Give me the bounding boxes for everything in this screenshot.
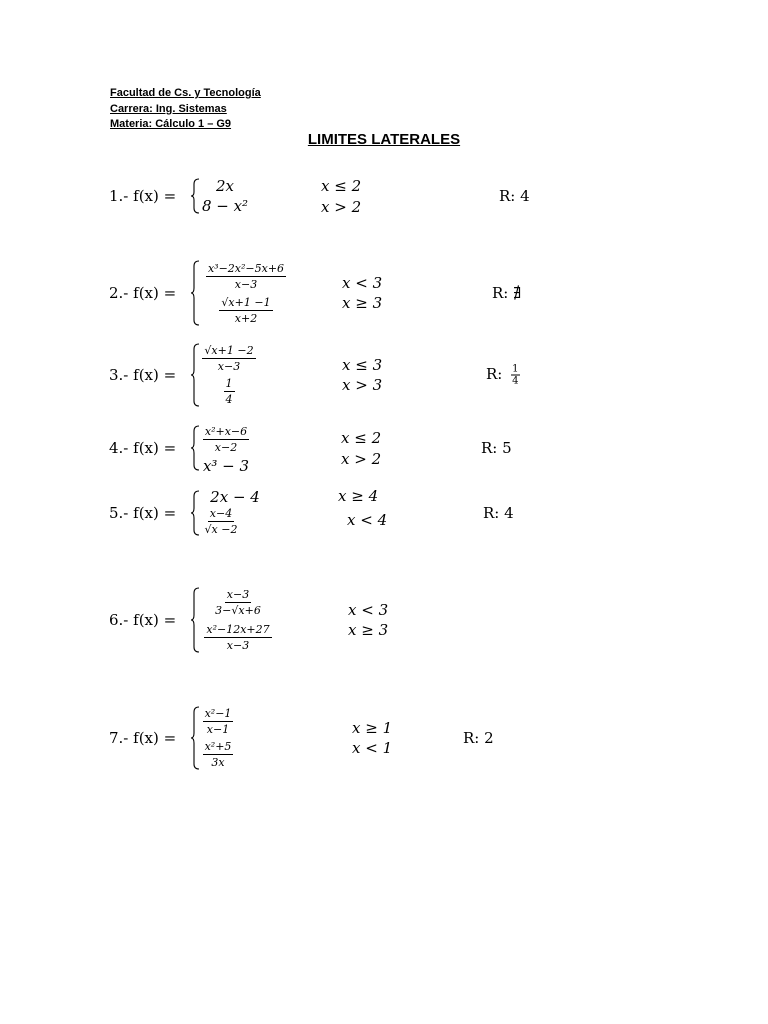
problem-prefix: 3.- f(x) = xyxy=(109,366,177,384)
denominator: x−2 xyxy=(214,440,238,454)
piece-2 xyxy=(198,196,252,216)
answer xyxy=(486,364,520,387)
answer: R: 2 xyxy=(463,729,494,747)
condition-1: x < 3 xyxy=(348,601,389,619)
piece-2 xyxy=(198,456,254,476)
answer: R: 4 xyxy=(483,504,514,522)
denominator: x−3 xyxy=(226,638,250,652)
piece-expression: 8 − x² xyxy=(201,197,249,215)
numerator: x²−1 xyxy=(204,707,232,720)
condition-1: x ≤ 2 xyxy=(321,177,362,195)
fraction xyxy=(219,296,272,325)
numerator: √x+1 −2 xyxy=(204,344,254,357)
numerator: x²+5 xyxy=(204,740,232,753)
answer-denominator: 4 xyxy=(512,375,519,387)
problem-prefix: 5.- f(x) = xyxy=(109,504,177,522)
denominator: x−3 xyxy=(234,277,258,291)
piece-1 xyxy=(198,586,278,618)
problem-prefix: 7.- f(x) = xyxy=(109,729,177,747)
condition-2: x ≥ 3 xyxy=(348,621,389,639)
answer: R: 5 xyxy=(481,439,512,457)
condition-1: x ≤ 3 xyxy=(342,356,383,374)
condition-1: x ≤ 2 xyxy=(341,429,382,447)
piece-2 xyxy=(198,376,260,407)
page-title: LIMITES LATERALES xyxy=(307,131,461,148)
answer-fraction xyxy=(511,364,519,387)
fraction xyxy=(203,740,234,769)
numerator: x²−12x+27 xyxy=(206,622,270,636)
fraction xyxy=(204,623,271,652)
numerator: √x+1 −1 xyxy=(221,295,271,309)
denominator: x+2 xyxy=(234,311,258,325)
piece-1 xyxy=(200,177,250,195)
fraction xyxy=(203,507,240,536)
fraction xyxy=(213,588,263,617)
condition-2: x ≥ 3 xyxy=(342,294,383,312)
faculty-line: Facultad de Cs. y Tecnología xyxy=(110,87,261,99)
subject-line: Materia: Cálculo 1 – G9 xyxy=(110,118,232,130)
condition-1: x ≥ 1 xyxy=(352,719,393,737)
piece-expression: x³ − 3 xyxy=(202,457,250,475)
numerator: x³−2x²−5x+6 xyxy=(207,261,285,275)
fraction xyxy=(224,377,235,406)
denominator: 3−√x+6 xyxy=(215,603,261,617)
problem-prefix: 1.- f(x) = xyxy=(109,187,177,205)
condition-2: x > 2 xyxy=(321,198,362,216)
condition-2: x < 4 xyxy=(347,511,388,529)
document-header xyxy=(110,86,261,133)
problem-prefix: 4.- f(x) = xyxy=(109,439,177,457)
piece-2 xyxy=(198,294,294,326)
career-line: Carrera: Ing. Sistemas xyxy=(110,102,227,115)
denominator: 3x xyxy=(211,756,225,769)
piece-2 xyxy=(198,739,238,770)
piece-2 xyxy=(198,505,244,537)
denominator: √x −2 xyxy=(204,522,238,536)
piece-2 xyxy=(198,621,278,653)
numerator: 1 xyxy=(225,377,233,390)
piece-1 xyxy=(198,343,260,374)
condition-2: x < 1 xyxy=(352,739,393,757)
fraction xyxy=(206,262,286,291)
answer: R: 4 xyxy=(499,187,530,205)
numerator: x−3 xyxy=(226,587,250,601)
piece-expression: 2x − 4 xyxy=(210,488,260,506)
piece-1 xyxy=(198,706,238,737)
problem-prefix: 2.- f(x) = xyxy=(109,284,177,302)
answer: R: ∄ xyxy=(492,284,522,302)
fraction xyxy=(203,707,234,736)
answer-label: R: xyxy=(486,365,503,383)
piece-expression: 2x xyxy=(215,177,234,195)
fraction xyxy=(202,344,255,373)
numerator: x−4 xyxy=(209,506,233,520)
condition-1: x ≥ 4 xyxy=(338,487,379,505)
numerator: x²+x−6 xyxy=(204,424,248,438)
condition-2: x > 3 xyxy=(342,376,383,394)
denominator: x−3 xyxy=(217,360,241,373)
problem-prefix: 6.- f(x) = xyxy=(109,611,177,629)
piece-1 xyxy=(198,487,272,507)
piece-1 xyxy=(198,260,294,292)
condition-1: x < 3 xyxy=(342,274,383,292)
denominator: x−1 xyxy=(206,723,230,736)
condition-2: x > 2 xyxy=(341,450,382,468)
denominator: 4 xyxy=(225,393,233,406)
piece-1 xyxy=(198,424,254,454)
fraction xyxy=(203,425,249,454)
answer-numerator: 1 xyxy=(512,363,519,375)
